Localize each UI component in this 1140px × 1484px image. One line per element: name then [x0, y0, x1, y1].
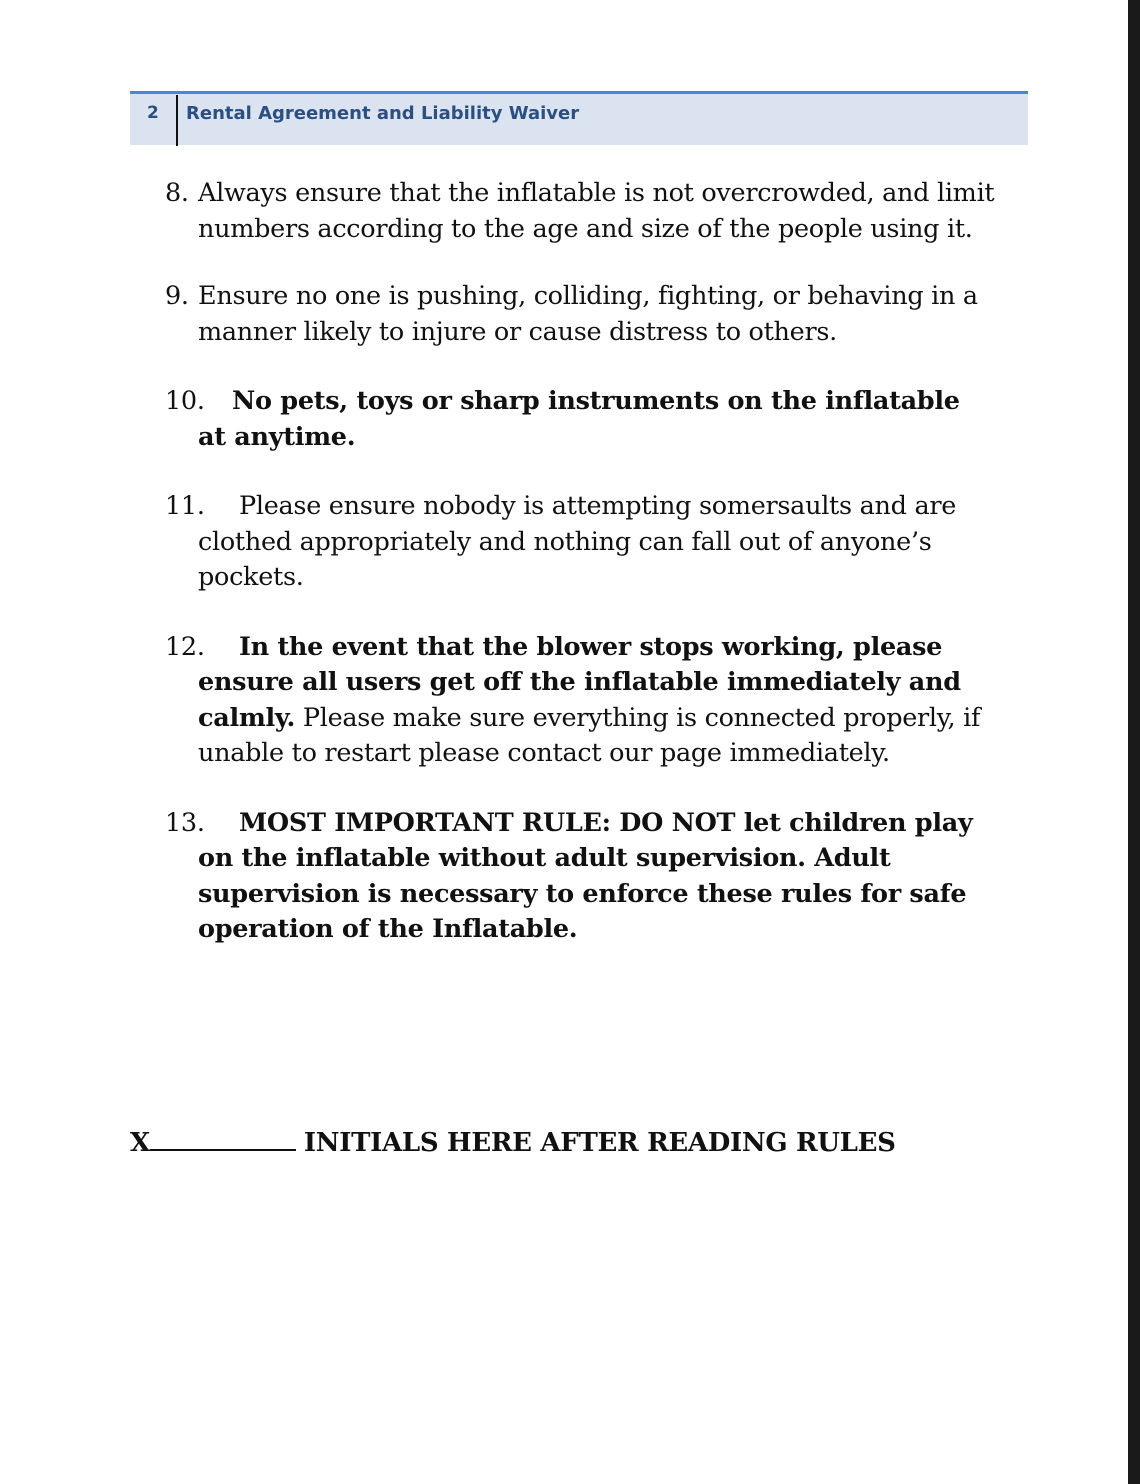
initials-line [130, 1128, 896, 1158]
document-title: Rental Agreement and Liability Waiver [186, 103, 580, 124]
rule-text: Always ensure that the inflatable is not overcrowded, and limit numbers according to the age and size of the people using it. [198, 178, 995, 244]
rule-item-9 [165, 279, 995, 350]
rule-text: Ensure no one is pushing, colliding, fighting, or behaving in a manner likely to injure or cause distress to others. [198, 281, 978, 347]
rule-item-8 [165, 176, 995, 247]
rule-number: 12. [165, 631, 205, 662]
rule-item-13 [165, 806, 995, 948]
rule-item-12 [165, 630, 995, 772]
initials-blank[interactable] [150, 1131, 296, 1151]
page-edge-bar [1128, 0, 1140, 1484]
initials-prefix: X [130, 1128, 150, 1158]
rules-list [165, 176, 995, 948]
rule-bold-text: In the event that the blower stops working, please ensure all users get off the inflatable immediately and calmly. [198, 631, 961, 733]
rule-item-11 [165, 489, 995, 596]
rule-text: Please make sure everything is connected properly, if unable to restart please contact our page immediately. [198, 702, 981, 768]
header-divider [176, 95, 178, 146]
rule-number: 9. [165, 281, 189, 311]
rule-bold-text: No pets, toys or sharp instruments on the inflatable at anytime. [198, 386, 960, 452]
rule-item-10 [165, 384, 995, 455]
rule-number: 11. [165, 491, 205, 521]
rule-bold-text: MOST IMPORTANT RULE: DO NOT let children play on the inflatable without adult supervision. Adult supervision is necessary to enforce these rules for safe operation of the Inflatable. [198, 807, 973, 944]
initials-label: INITIALS HERE AFTER READING RULES [303, 1128, 896, 1158]
page-header [130, 91, 1028, 145]
page-number: 2 [147, 103, 159, 123]
rule-number: 8. [165, 178, 189, 208]
rule-number: 13. [165, 807, 205, 838]
rule-number: 10. [165, 386, 205, 416]
rule-text: Please ensure nobody is attempting somersaults and are clothed appropriately and nothing can fall out of anyone’s pockets. [198, 491, 957, 592]
